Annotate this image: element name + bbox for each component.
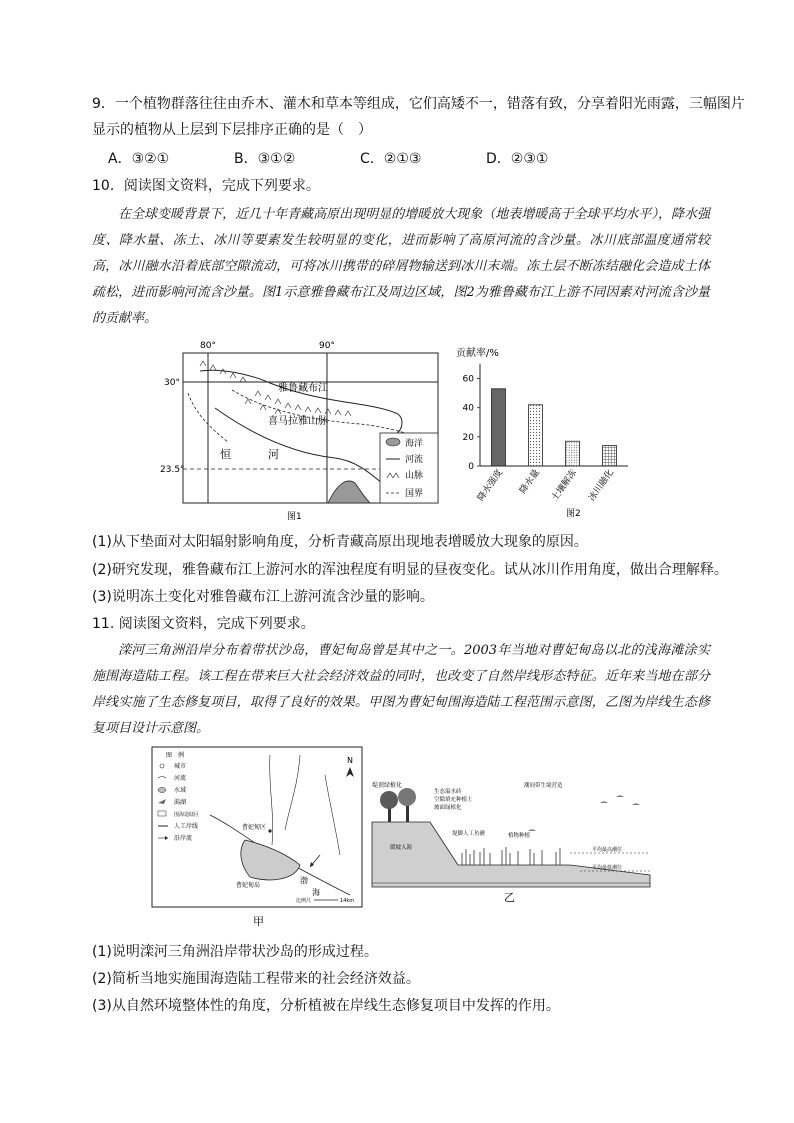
jia-label-hai: 海 xyxy=(312,888,320,897)
q9-option-b: B．③①② xyxy=(234,151,296,167)
q9-option-c: C．②①③ xyxy=(360,151,422,167)
q11-question-3: (3)从自然环境整体性的角度，分析植被在岸线生态修复项目中发挥的作用。 xyxy=(92,998,560,1014)
yi-trees xyxy=(380,788,416,822)
figure1-map xyxy=(160,338,450,523)
jia-caption: 甲 xyxy=(253,915,264,928)
jia-legend-city: 城市 xyxy=(174,763,187,770)
jia-legend-current: 沿岸流 xyxy=(174,835,193,842)
yi-label-slope: 坡面绿植化 xyxy=(434,805,462,811)
yi-label-low-tide: 平均最低潮位 xyxy=(592,865,623,871)
q10-title: 10．阅读图文资料，完成下列要求。 xyxy=(92,178,320,194)
q9-option-d: D．②③① xyxy=(486,151,549,167)
jia-legend-river: 河流 xyxy=(174,775,187,782)
q11-question-1: (1)说明滦河三角洲沿岸带状沙岛的形成过程。 xyxy=(92,944,378,960)
q11-paragraph: 滦河三角洲沿岸分布着带状沙岛，曹妃甸岛曾是其中之一。2003年当地对曹妃甸岛以北的浅海滩涂实施围海造陆工程。该工程在带来巨大社会经济效益的同时，也改变了自然岸线形态特征。近年来当地在部分岸线实施了生态修复项目，取得了良好的效果。甲图为曹妃甸围海造陆工程范围示意图，乙图为岸线生态修复项目设计示意图。 xyxy=(92,643,710,736)
jia-city-marker xyxy=(268,829,271,832)
jia-label-bo: 渤 xyxy=(300,876,308,885)
category-label: 降水量 xyxy=(518,467,542,496)
q11-title: 11. 阅读图文资料，完成下列要求。 xyxy=(92,616,315,632)
lon-label-90: 90° xyxy=(319,341,335,351)
jia-legend-reclaim: 围海造陆区 xyxy=(174,812,200,818)
bar-4 xyxy=(603,446,617,466)
category-label: 冰川融化 xyxy=(587,467,616,504)
lat-label-30: 30° xyxy=(164,378,180,388)
yi-label-top-green: 堤顶绿植化 xyxy=(372,782,403,789)
yi-label-gentle-slope: 缓坡入海 xyxy=(390,845,413,851)
legend-river: 河流 xyxy=(405,455,424,465)
y-tick-label: 40 xyxy=(462,403,474,414)
jia-label-district: 曹妃甸区 xyxy=(242,824,267,831)
yi-embankment xyxy=(372,822,650,887)
jia-legend-title: 图 例 xyxy=(166,752,185,759)
q9-options xyxy=(108,148,612,168)
legend-ocean: 海洋 xyxy=(405,439,424,449)
q9-option-a: A．③②① xyxy=(108,151,170,167)
diagram-yi xyxy=(370,775,655,905)
q10-question-3: (3)说明冻土变化对雅鲁藏布江上游河流含沙量的影响。 xyxy=(92,589,434,605)
y-tick-label: 20 xyxy=(462,432,474,443)
jia-legend-artificial-shore: 人工岸线 xyxy=(174,823,199,830)
jia-scale-label: 比例尺 xyxy=(296,898,312,904)
yi-label-reef: 堤脚人工鱼礁 xyxy=(452,831,486,837)
category-label: 降水强度 xyxy=(476,467,505,504)
legend-mountain: 山脉 xyxy=(405,471,424,481)
jia-label-north: N xyxy=(347,756,353,765)
bar-3 xyxy=(566,441,580,466)
figure2-caption: 图2 xyxy=(566,509,581,519)
yi-birds xyxy=(528,796,640,832)
jia-label-island: 曹妃甸岛 xyxy=(236,882,261,889)
q10-question-2: (2)研究发现，雅鲁藏布江上游河水的浑浊程度有明显的昼夜变化。试从冰川作用角度，做出合理解释。 xyxy=(92,562,728,578)
jia-legend-water: 水域 xyxy=(174,787,187,794)
lon-label-80: 80° xyxy=(200,341,216,351)
yi-label-planting: 植物种植 xyxy=(508,833,531,839)
lat-label-23-5: 23.5° xyxy=(160,465,185,475)
category-label: 土壤解冻 xyxy=(550,467,579,504)
q11-question-2: (2)简析当地实施围海造陆工程带来的社会经济效益。 xyxy=(92,971,420,987)
figure1-legend xyxy=(380,433,438,503)
jia-scale-value: 14km xyxy=(340,898,355,904)
q9-stem-line1: 9．一个植物群落往往由乔木、灌木和草本等组成，它们高矮不一，错落有致，分享着阳光雨露，三幅图片 xyxy=(92,96,745,112)
label-yarlung: 雅鲁藏布江 xyxy=(278,383,328,394)
y-tick-label: 0 xyxy=(468,462,474,472)
label-himalaya: 喜马拉雅山脉 xyxy=(268,416,328,427)
jia-legend-lagoon: 潟湖 xyxy=(174,799,187,806)
legend-border: 国界 xyxy=(405,489,424,499)
jia-legend xyxy=(154,749,206,847)
chart-ylabel: 贡献率/% xyxy=(456,348,499,359)
bar-2 xyxy=(529,405,543,466)
figure2-chart xyxy=(448,344,638,524)
q10-question-1: (1)从下垫面对太阳辐射影响角度，分析青藏高原出现地表增暖放大现象的原因。 xyxy=(92,534,588,550)
y-tick-label: 60 xyxy=(462,374,474,385)
map-jia xyxy=(150,745,365,930)
yi-label-brick: 生态溢水砖 xyxy=(434,789,462,795)
yi-plants xyxy=(462,847,560,865)
label-heng: 恒 xyxy=(220,448,231,461)
yi-label-high-tide: 平均最高潮位 xyxy=(592,847,623,853)
legend-ocean-swatch xyxy=(386,438,400,446)
yi-label-soil: 空隙填充种植土 xyxy=(434,797,473,803)
bar-1 xyxy=(492,389,506,466)
q10-paragraph: 在全球变暖背景下，近几十年青藏高原出现明显的增暖放大现象（地表增暖高于全球平均水平），降水强度、降水量、冻土、冰川等要素发生较明显的变化，进而影响了高原河流的含沙量。冰川底部温度通常较高，冰川融水沿着底部空隙流动，可将冰川携带的碎屑物输送到冰川末端。冻土层不断冻结融化会造成土体疏松，进而影响河流含沙量。图1示意雅鲁藏布江及周边区域，图2为雅鲁藏布江上游不同因素对河流含沙量的贡献率。 xyxy=(92,207,710,326)
yi-caption: 乙 xyxy=(504,891,515,904)
yi-label-intertidal: 潮间带生境营造 xyxy=(524,783,563,789)
figure1-caption: 图1 xyxy=(287,512,302,522)
label-he: 河 xyxy=(268,448,279,461)
q9-stem-line2: 显示的植物从上层到下层排序正确的是（ ） xyxy=(92,122,372,138)
